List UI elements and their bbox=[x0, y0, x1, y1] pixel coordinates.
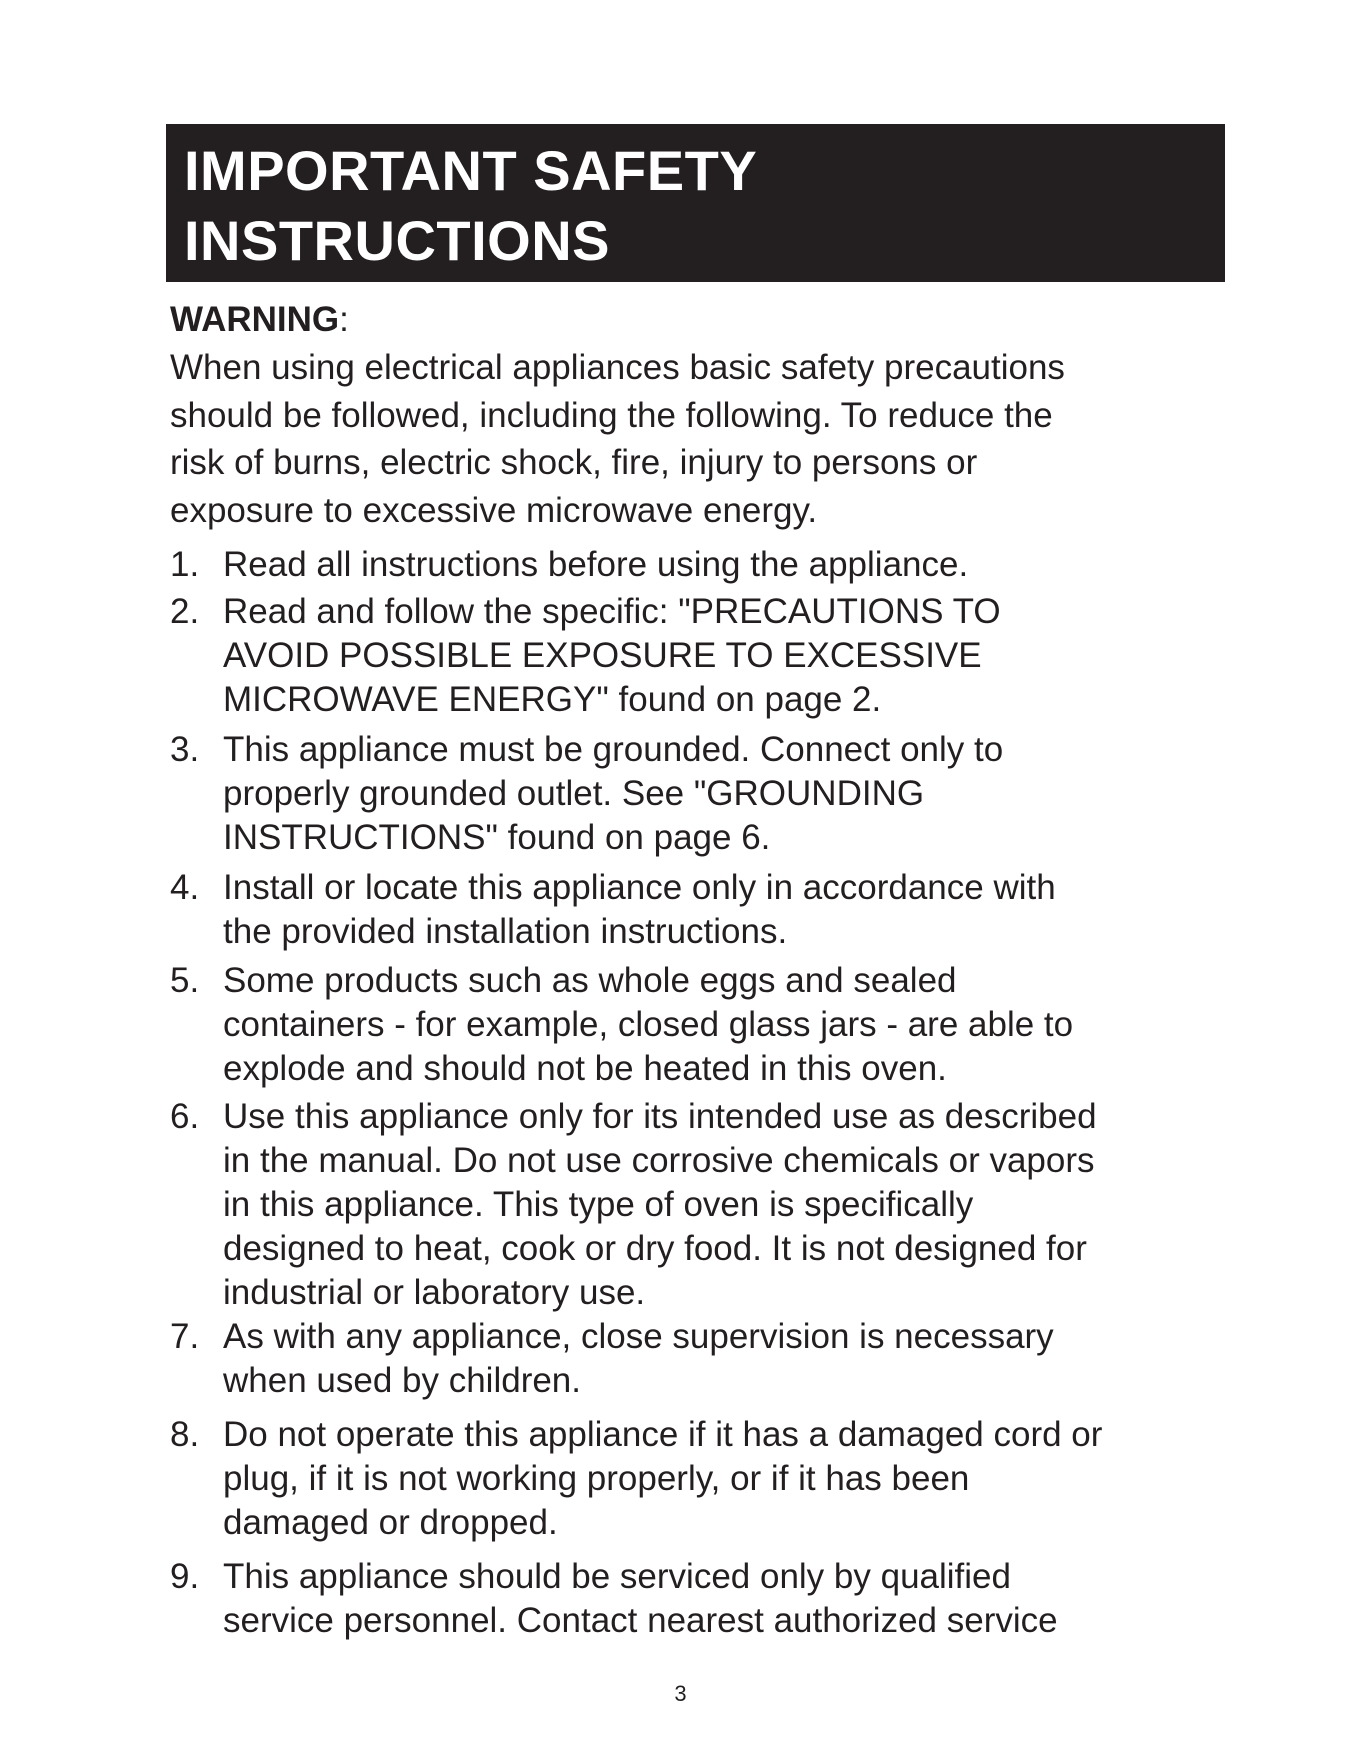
list-item-line: when used by children. bbox=[223, 1361, 581, 1400]
list-item-line: Read and follow the specific: "PRECAUTIONS TO bbox=[223, 592, 1001, 631]
warning-heading bbox=[170, 296, 349, 344]
list-item-line: the provided installation instructions. bbox=[223, 912, 788, 951]
list-item-text bbox=[223, 1315, 1054, 1403]
list-item-line: designed to heat, cook or dry food. It is not designed for bbox=[223, 1229, 1087, 1268]
warning-label: WARNING bbox=[170, 300, 340, 339]
list-item-line: in the manual. Do not use corrosive chemicals or vapors bbox=[223, 1141, 1095, 1180]
list-item-number: 5. bbox=[170, 961, 200, 1000]
list-item-text bbox=[223, 543, 968, 587]
list-item-line: explode and should not be heated in this oven. bbox=[223, 1049, 947, 1088]
list-item-number: 8. bbox=[170, 1415, 200, 1454]
list-item-text bbox=[223, 1413, 1102, 1545]
list-item-line: As with any appliance, close supervision is necessary bbox=[223, 1317, 1054, 1356]
list-item-line: MICROWAVE ENERGY" found on page 2. bbox=[223, 680, 882, 719]
paragraph-line: should be followed, including the following. To reduce the bbox=[170, 395, 1053, 435]
list-item-line: in this appliance. This type of oven is specifically bbox=[223, 1185, 974, 1224]
paragraph-line: When using electrical appliances basic safety precautions bbox=[170, 348, 1065, 387]
paragraph-line: exposure to excessive microwave energy. bbox=[170, 490, 818, 530]
paragraph-line: risk of burns, electric shock, fire, injury to persons or bbox=[170, 443, 978, 482]
list-item-line: containers - for example, closed glass jars - are able to bbox=[223, 1005, 1074, 1044]
list-item-number: 3. bbox=[170, 730, 200, 769]
list-item-number: 6. bbox=[170, 1097, 200, 1136]
list-item-text bbox=[223, 1095, 1097, 1315]
title-banner bbox=[166, 124, 1225, 282]
list-item-line: damaged or dropped. bbox=[223, 1503, 558, 1542]
list-item-line: service personnel. Contact nearest authorized service bbox=[223, 1601, 1058, 1640]
list-item-line: This appliance must be grounded. Connect only to bbox=[223, 730, 1004, 769]
list-item-line: properly grounded outlet. See "GROUNDING bbox=[223, 774, 925, 813]
list-item-line: industrial or laboratory use. bbox=[223, 1273, 646, 1312]
list-item-text bbox=[223, 959, 1073, 1091]
list-item-line: Some products such as whole eggs and sealed bbox=[223, 961, 957, 1000]
list-item-text bbox=[223, 728, 1003, 860]
list-item-text bbox=[223, 1555, 1058, 1643]
list-item-line: plug, if it is not working properly, or if it has been bbox=[223, 1459, 970, 1498]
list-item-line: Use this appliance only for its intended use as described bbox=[223, 1097, 1097, 1136]
warning-paragraph bbox=[170, 344, 1210, 534]
list-item-text bbox=[223, 866, 1056, 954]
list-item-line: AVOID POSSIBLE EXPOSURE TO EXCESSIVE bbox=[223, 636, 982, 675]
list-item-number: 9. bbox=[170, 1557, 200, 1596]
list-item-line: Read all instructions before using the appliance. bbox=[223, 545, 969, 584]
list-item-number: 2. bbox=[170, 592, 200, 631]
page-title-line-2: INSTRUCTIONS bbox=[184, 209, 610, 272]
list-item-line: Do not operate this appliance if it has a damaged cord or bbox=[223, 1415, 1103, 1454]
page-number: 3 bbox=[674, 1681, 687, 1706]
list-item-number: 4. bbox=[170, 868, 200, 907]
page-title-line-1: IMPORTANT SAFETY bbox=[184, 139, 758, 202]
list-item-number: 7. bbox=[170, 1317, 200, 1356]
list-item-line: Install or locate this appliance only in accordance with bbox=[223, 868, 1056, 907]
list-item-number: 1. bbox=[170, 545, 200, 584]
list-item-line: INSTRUCTIONS" found on page 6. bbox=[223, 818, 771, 857]
list-item-line: This appliance should be serviced only by qualified bbox=[223, 1557, 1011, 1596]
list-item-text bbox=[223, 590, 1001, 722]
warning-colon: : bbox=[339, 300, 349, 339]
